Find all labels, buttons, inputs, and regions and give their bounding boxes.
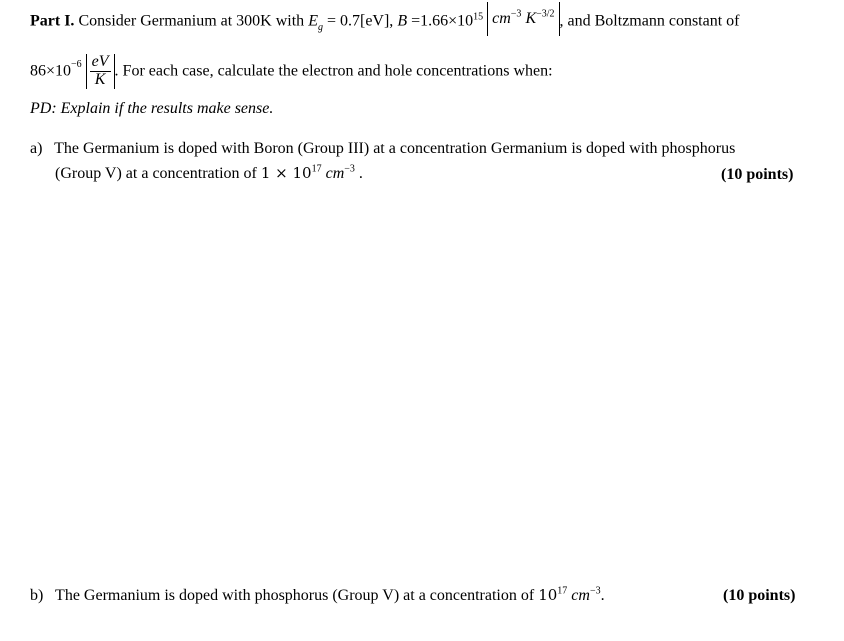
question-a-points: (10 points) — [721, 166, 794, 183]
question-b-end: . — [600, 587, 605, 604]
question-b-text: The Germanium is doped with phosphorus (Group V) at a concentration of — [55, 587, 535, 604]
kb-exp: −6 — [71, 58, 82, 70]
part1-line2 — [30, 54, 553, 89]
question-a-line1-text: The Germanium is doped with Boron (Group III) at a concentration Germanium is doped with phosphorus — [54, 140, 736, 157]
part1-intro: Consider Germanium at 300K with — [78, 12, 305, 30]
question-b-line — [30, 586, 605, 605]
question-a-line2 — [55, 164, 363, 183]
question-b-unit: cm — [571, 587, 590, 604]
question-a-unit-exp: −3 — [344, 163, 355, 175]
pd-note: PD: Explain if the results make sense. — [30, 100, 274, 117]
kb-bracket — [86, 54, 115, 89]
unit-k-exp: −3/2 — [536, 8, 555, 20]
unit-cm: cm — [492, 10, 511, 27]
question-a-marker: a) — [30, 140, 43, 157]
eg-value: = 0.7[eV], — [326, 12, 394, 30]
question-b-conc-exp: 17 — [557, 585, 568, 597]
b-exp: 15 — [473, 11, 484, 23]
kb-fraction — [90, 54, 111, 89]
unit-cm-exp: −3 — [510, 8, 522, 20]
kb-coef: 86×10 — [30, 62, 72, 80]
eg-symbol: E — [308, 12, 318, 30]
question-a-end: . — [358, 165, 363, 182]
question-b-points: (10 points) — [723, 587, 796, 604]
unit-bracket — [487, 2, 559, 36]
question-a-line2-text: (Group V) at a concentration of — [55, 165, 257, 182]
question-b-marker: b) — [30, 587, 44, 604]
question-b-unit-exp: −3 — [589, 585, 601, 597]
question-a-unit: cm — [325, 165, 345, 182]
question-b-conc: 10 — [538, 586, 558, 604]
kb-tail: . For each case, calculate the electron and hole concentrations when: — [114, 62, 553, 80]
kb-den: K — [94, 70, 106, 88]
part1-tail: , and Boltzmann constant of — [559, 12, 740, 30]
unit-k: K — [525, 10, 537, 27]
part-label: Part I. — [30, 12, 75, 30]
question-a-conc: 1 × 10 — [260, 164, 312, 182]
eg-sub: g — [317, 21, 323, 33]
question-a-conc-exp: 17 — [311, 163, 322, 175]
kb-num: eV — [91, 53, 109, 70]
question-a-line1 — [30, 140, 735, 158]
part1-line1: Part I. Consider Germanium at 300K with $E_g = 0.7[eV]$, $B =1.66\times 10^{15}$ $cm^{-3}$ $K^{-3/2}$ , and Boltzmann constant of — [30, 8, 740, 36]
